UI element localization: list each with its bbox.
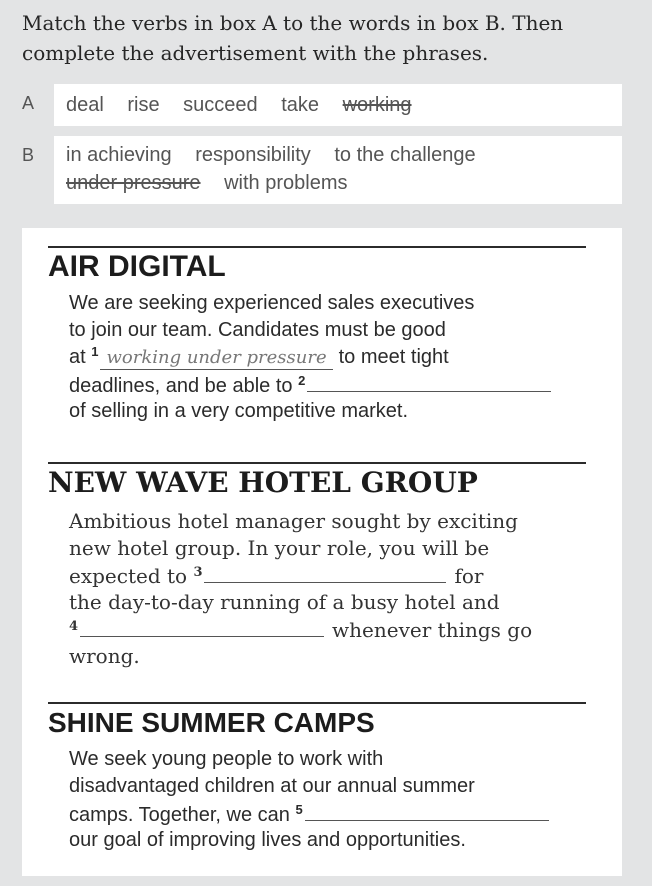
ad-title: AIR DIGITAL	[48, 250, 226, 283]
ad-body	[69, 290, 586, 425]
ad-title: NEW WAVE HOTEL GROUP	[48, 466, 478, 499]
ad-shine-summer-camps	[48, 702, 586, 854]
ad-body	[69, 508, 586, 670]
gap-3-blank[interactable]	[204, 562, 446, 583]
ad-text-line	[69, 371, 586, 398]
ad-text-line	[69, 800, 586, 827]
box-a-panel	[54, 84, 622, 126]
ad-title: SHINE SUMMER CAMPS	[48, 707, 375, 738]
gap-4-blank[interactable]	[80, 616, 324, 637]
verb-working-used: working	[342, 94, 412, 116]
ad-text-line: of selling in a very competitive market.	[69, 400, 409, 422]
gap-number-1: 1	[91, 344, 99, 359]
gap-number-2: 2	[298, 373, 306, 388]
ad-text: expected to	[69, 564, 188, 588]
ad-new-wave-hotel-group	[48, 462, 586, 670]
phrase-under-pressure-used: under pressure	[66, 172, 201, 194]
verb-deal: deal	[66, 94, 104, 116]
ad-air-digital	[48, 246, 586, 425]
phrase-to-the-challenge: to the challenge	[334, 144, 476, 166]
verb-rise: rise	[127, 94, 160, 116]
ad-text-line: our goal of improving lives and opportunities.	[69, 829, 466, 851]
ad-text: deadlines, and be able to	[69, 375, 293, 397]
ad-text: for	[454, 564, 484, 588]
ad-text-line: disadvantaged children at our annual summer	[69, 775, 475, 797]
ad-text-line: We are seeking experienced sales executives	[69, 292, 475, 314]
box-a	[22, 84, 622, 126]
gap-2-blank[interactable]	[307, 371, 551, 392]
ad-text-line: wrong.	[69, 644, 140, 668]
ad-body	[69, 746, 586, 854]
ad-text: to meet tight	[338, 346, 449, 368]
phrase-with-problems: with problems	[224, 172, 348, 194]
ad-text-line	[69, 344, 586, 371]
gap-number-3: 3	[193, 565, 203, 580]
ad-text: camps. Together, we can	[69, 804, 290, 826]
ad-text-line	[69, 562, 586, 589]
box-a-letter: A	[22, 93, 35, 113]
ad-text-line: the day-to-day running of a busy hotel and	[69, 590, 500, 614]
ad-text: whenever things go	[332, 618, 533, 642]
verb-succeed: succeed	[183, 94, 258, 116]
gap-number-5: 5	[295, 802, 303, 817]
ad-text-line: new hotel group. In your role, you will be	[69, 536, 490, 560]
box-b	[22, 136, 622, 204]
phrase-responsibility: responsibility	[195, 144, 311, 166]
ad-text: at	[69, 346, 86, 368]
ad-text-line: We seek young people to work with	[69, 748, 384, 770]
gap-number-4: 4	[69, 619, 79, 634]
box-b-letter: B	[22, 145, 35, 165]
gap-5-blank[interactable]	[305, 800, 549, 821]
verb-take: take	[281, 94, 320, 116]
advertisements-card	[22, 228, 622, 876]
instruction-line-2: complete the advertisement with the phrases.	[22, 41, 489, 65]
ad-text-line: to join our team. Candidates must be good	[69, 319, 446, 341]
phrase-in-achieving: in achieving	[66, 144, 172, 166]
exercise-instructions	[22, 8, 632, 68]
box-b-panel	[54, 136, 622, 204]
instruction-line-1: Match the verbs in box A to the words in box B. Then	[22, 11, 564, 35]
gap-1-answer[interactable]: working under pressure	[100, 347, 332, 370]
ad-text-line: Ambitious hotel manager sought by exciting	[69, 509, 518, 533]
ad-text-line	[69, 616, 586, 643]
